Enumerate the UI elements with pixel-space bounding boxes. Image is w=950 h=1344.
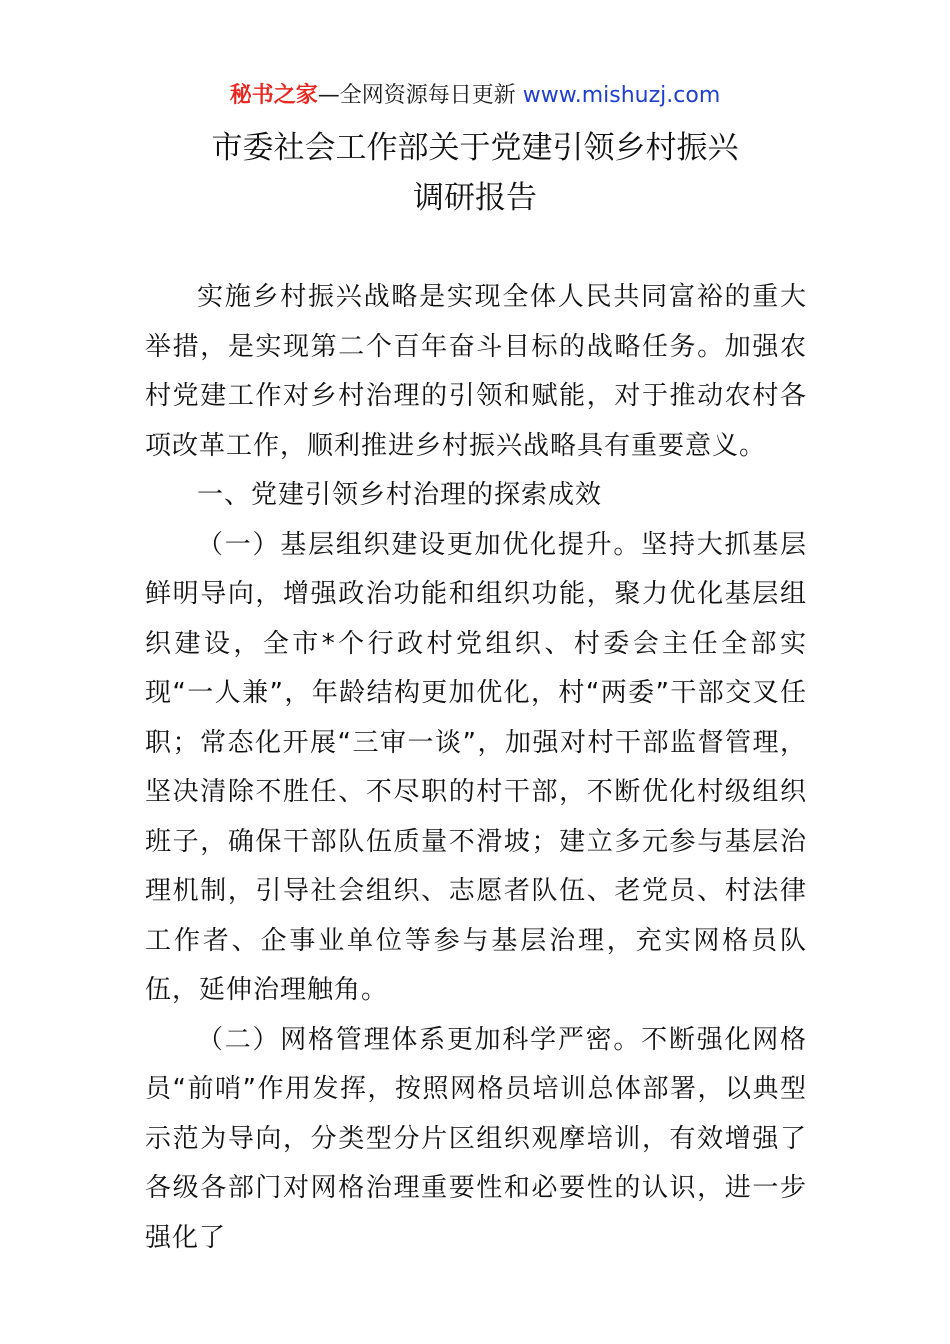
site-header	[0, 80, 950, 112]
body-paragraph: （二）网格管理体系更加科学严密。不断强化网格员“前哨”作用发挥，按照网格员培训总体部署，以典型示范为导向，分类型分片区组织观摩培训，有效增强了各级各部门对网格治理重要性和必要性的认识，进一步强化了	[145, 1024, 807, 1253]
body-paragraph: （一）基层组织建设更加优化提升。坚持大抓基层鲜明导向，增强政治功能和组织功能，聚力优化基层组织建设，全市*个行政村党组织、村委会主任全部实现“一人兼”，年龄结构更加优化，村“两委”干部交叉任职；常态化开展“三审一谈”，加强对村干部监督管理，坚决清除不胜任、不尽职的村干部，不断优化村级组织班子，确保干部队伍质量不滑坡；建立多元参与基层治理机制，引导社会组织、志愿者队伍、老党员、村法律工作者、企事业单位等参与基层治理，充实网格员队伍，延伸治理触角。	[145, 529, 807, 1005]
document-body	[145, 273, 807, 1263]
site-tagline: —全网资源每日更新	[317, 83, 516, 108]
section-heading: 一、党建引领乡村治理的探索成效	[197, 480, 603, 510]
document-title-line-2: 调研报告	[413, 180, 537, 216]
document-title-line-1: 市委社会工作部关于党建引领乡村振兴	[211, 130, 739, 166]
site-name: 秘书之家	[229, 83, 318, 108]
intro-paragraph: 实施乡村振兴战略是实现全体人民共同富裕的重大举措，是实现第二个百年奋斗目标的战略任务。加强农村党建工作对乡村治理的引领和赋能，对于推动农村各项改革工作，顺利推进乡村振兴战略具有重要意义。	[145, 282, 807, 461]
site-url-link[interactable]: www.mishuzj.com	[522, 83, 721, 108]
